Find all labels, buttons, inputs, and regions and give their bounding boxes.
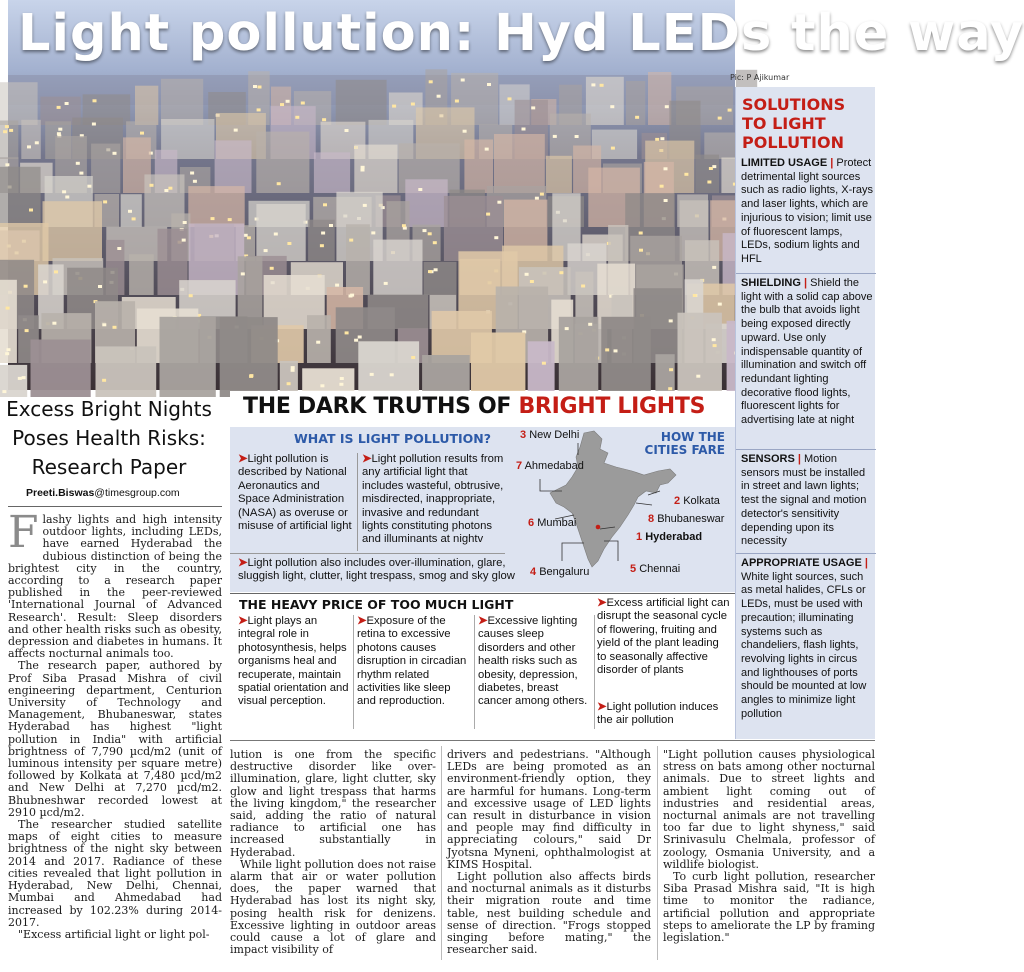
heavy-item — [238, 615, 350, 709]
lit-window — [600, 84, 604, 87]
arrow-icon: ➤ — [238, 557, 248, 569]
solution-limited-usage: LIMITED USAGE | Protect detrimental light sources such as radio lights, X-rays and laser lights, which are injurious to vision; limit use of fluorescent lamps, LEDs, sodium lights and HFL — [741, 157, 874, 265]
column-rule — [441, 746, 442, 960]
lit-window — [323, 203, 327, 206]
building — [528, 341, 555, 397]
lit-window — [461, 79, 465, 82]
column-rule — [657, 746, 658, 960]
article-column-1 — [8, 507, 222, 941]
heavy-item-text: Excess artificial light can disrupt the seasonal cycle of flowering, fruiting and yield of the plant leading to seasonally affective disorder of plants — [597, 597, 730, 677]
divider — [230, 593, 735, 594]
lit-window — [62, 190, 66, 193]
lit-window — [693, 294, 697, 297]
title-red: BRIGHT LIGHTS — [518, 394, 706, 419]
lit-window — [428, 270, 432, 273]
lit-window — [437, 95, 441, 98]
lit-window — [190, 172, 194, 175]
arrow-icon: ➤ — [362, 453, 372, 465]
lit-window — [87, 185, 91, 188]
lit-window — [249, 375, 253, 378]
lit-window — [339, 383, 343, 386]
paragraph: "Excess artificial light or light pol- — [18, 927, 210, 941]
lit-window — [25, 329, 29, 332]
lit-window — [189, 294, 193, 297]
how-title: HOW THE CITIES FARE — [644, 430, 725, 457]
lit-window — [455, 100, 459, 103]
lit-window — [287, 382, 291, 385]
paragraph: "Light pollution causes physiological stress on bats among other nocturnal animals. Due to street lights and ambient light coming out of industries and residential areas, nocturnal animals are not travelling too far due to light shyness," said Srinivasulu Chelmala, professor of zoology, Osmania University, and a wildlife biologist. — [663, 748, 875, 871]
building — [464, 140, 493, 194]
lit-window — [707, 181, 711, 184]
byline-rule — [8, 506, 222, 507]
heavy-item — [597, 701, 731, 728]
lit-window — [350, 294, 354, 297]
building — [405, 179, 447, 227]
lit-window — [286, 100, 290, 103]
lit-window — [58, 128, 62, 131]
arrow-icon: ➤ — [597, 701, 607, 713]
paragraph: While light pollution does not raise alarm that air or water pollution does, the paper warned that Hyderabad has lost its night sky, posing health risk for denizens. Excessive lighting in outdoor areas could cause a lot of glare and impact visibility of — [230, 857, 436, 957]
lit-window — [322, 118, 326, 121]
lit-window — [287, 242, 291, 245]
lit-window — [280, 103, 284, 106]
lit-window — [102, 323, 106, 326]
lit-window — [102, 379, 106, 382]
article-column-2 — [230, 749, 436, 956]
lit-window — [390, 373, 394, 376]
lit-window — [168, 187, 172, 190]
lit-window — [611, 147, 615, 150]
building — [220, 317, 278, 397]
arrow-icon: ➤ — [238, 615, 248, 627]
lit-window — [713, 344, 717, 347]
building — [648, 72, 671, 125]
heavy-title: THE HEAVY PRICE OF TOO MUCH LIGHT — [239, 597, 514, 612]
lit-window — [2, 390, 6, 393]
building — [31, 340, 91, 398]
what-item-text: Light pollution also includes over-illumination, glare, sluggish light, clutter, light trespass, smog and sky glow — [238, 557, 515, 583]
building — [307, 315, 331, 363]
building — [161, 79, 203, 125]
lit-window — [525, 273, 529, 276]
lit-window — [93, 99, 97, 102]
solution-sensors: SENSORS | Motion sensors must be installed in street and lawn lights; test the signal and motion detector's sensitivity depending upon its necessity — [741, 453, 867, 548]
city-label: 3 New Delhi — [520, 429, 580, 441]
lit-window — [301, 102, 305, 105]
lit-window — [696, 375, 700, 378]
heavy-item-text: Excessive lighting causes sleep disorders and other health risks such as obesity, depression, diabetes, breast cancer among others. — [478, 615, 588, 708]
paragraph: Light pollution also affects birds and nocturnal animals as it disturbs their migration route and time table, nest building schedule and sense of direction. "Frogs stopped singing before mating," the researcher said. — [447, 870, 651, 957]
lit-window — [712, 266, 716, 269]
paragraph: The research paper, authored by Prof Siba Prasad Mishra of civil engineering department, Centurion University of Technology and Management, Bhubaneswar, states Hyderabad has highest "light pollution in India" with artificial brightness of 7,790 µcd/m2 (unit of luminous intensity per square metre) followed by Kolkata at 7,480 µcd/m2 and New Delhi at 7,270 µcd/m2. Bhubneshwar recorded lowest at 2910 µcd/m2. — [8, 659, 222, 819]
heavy-item — [478, 615, 592, 709]
divider — [736, 273, 876, 274]
lit-window — [241, 272, 245, 275]
lit-window — [5, 125, 9, 128]
byline-name: Preeti.Biswas — [26, 487, 95, 499]
lit-window — [257, 108, 261, 111]
lit-window — [428, 232, 432, 235]
city-label: 2 Kolkata — [674, 495, 720, 507]
lit-window — [411, 356, 415, 359]
lit-window — [402, 224, 406, 227]
lit-window — [639, 249, 643, 252]
lit-window — [98, 285, 102, 288]
lit-window — [29, 209, 33, 212]
lit-window — [635, 116, 639, 119]
lit-window — [140, 132, 144, 135]
what-title: WHAT IS LIGHT POLLUTION? — [294, 431, 491, 446]
lit-window — [581, 285, 585, 288]
lit-window — [76, 162, 80, 165]
lit-window — [660, 137, 664, 140]
lit-window — [358, 336, 362, 339]
lit-window — [531, 106, 535, 109]
lit-window — [486, 213, 490, 216]
lit-window — [128, 210, 132, 213]
lit-window — [253, 85, 257, 88]
lit-window — [9, 129, 13, 132]
lit-window — [669, 319, 673, 322]
heavy-item-text: Light plays an integral role in photosynthesis, helps organisms heal and recuperate, maintain spatial orientation and visual perception. — [238, 615, 349, 708]
heavy-item-text: Light pollution induces the air pollution — [597, 701, 719, 727]
lit-window — [591, 83, 595, 86]
divider — [736, 449, 876, 450]
lit-window — [553, 135, 557, 138]
solutions-title — [742, 95, 845, 152]
solution-heading: LIMITED USAGE — [741, 157, 828, 169]
dropcap: F — [8, 507, 39, 558]
lit-window — [361, 169, 365, 172]
building — [0, 82, 38, 125]
lit-window — [291, 366, 295, 369]
arrow-icon: ➤ — [597, 597, 607, 609]
lit-window — [52, 322, 56, 325]
divider — [353, 615, 354, 729]
arrow-icon: ➤ — [478, 615, 488, 627]
paragraph: The researcher studied satellite maps of eight cities to measure brightness of the night sky between 2014 and 2017. Radiance of these cities revealed that light pollution in Hyderabad, New Delhi, Chennai, Mumbai and Ahmedabad had increased by 102.23% during 2014-2017. — [8, 818, 222, 929]
lit-window — [423, 229, 427, 232]
title-black: THE DARK TRUTHS OF — [243, 394, 519, 419]
lit-window — [164, 189, 168, 192]
building — [471, 333, 525, 398]
lit-window — [321, 232, 325, 235]
lit-window — [65, 196, 69, 199]
lit-window — [530, 280, 534, 283]
building — [215, 140, 252, 193]
building — [336, 80, 387, 125]
lit-window — [6, 307, 10, 310]
headline: Light pollution: Hyd LEDs the way — [18, 4, 1024, 63]
what-item-text: Light pollution is described by National Aeronautics and Space Administration (NASA) as overuse or misuse of artificial light — [238, 453, 352, 533]
solutions-title-line: POLLUTION — [742, 133, 844, 152]
photo-credit: Pic: P Ajikumar — [730, 73, 790, 82]
lit-window — [291, 369, 295, 372]
building — [256, 204, 305, 261]
lit-window — [361, 166, 365, 169]
lit-window — [434, 268, 438, 271]
lit-window — [559, 271, 563, 274]
lit-window — [605, 348, 609, 351]
building — [0, 121, 18, 160]
lit-window — [247, 236, 251, 239]
building — [494, 134, 545, 193]
heavy-item — [357, 615, 471, 709]
city-label: 7 Ahmedabad — [516, 460, 584, 472]
solutions-title-line: TO LIGHT — [742, 114, 826, 133]
building — [373, 240, 422, 295]
lit-window — [92, 123, 96, 126]
arrow-icon: ➤ — [357, 615, 367, 627]
lit-window — [542, 362, 546, 365]
lit-window — [614, 349, 618, 352]
india-map-icon — [550, 431, 676, 567]
solution-text: Protect detrimental light sources such as radio lights, X-rays and laser lights, which are injurious to vision; limit use of fluorescent lamps, LEDs, sodium lights and HFL — [741, 157, 874, 265]
lit-window — [182, 239, 186, 242]
lit-window — [24, 285, 28, 288]
lit-window — [411, 103, 415, 106]
lit-window — [684, 173, 688, 176]
lit-window — [65, 102, 69, 105]
lit-window — [35, 141, 39, 144]
lit-window — [211, 217, 215, 220]
lit-window — [316, 341, 320, 344]
lit-window — [668, 387, 672, 390]
lit-window — [349, 239, 353, 242]
lit-window — [485, 148, 489, 151]
lit-window — [340, 377, 344, 380]
lit-window — [664, 199, 668, 202]
lit-window — [234, 129, 238, 132]
lit-window — [565, 327, 569, 330]
solution-heading: SENSORS — [741, 453, 795, 465]
lit-window — [193, 180, 197, 183]
lit-window — [418, 188, 422, 191]
lit-window — [320, 244, 324, 247]
building — [601, 317, 651, 397]
city-label: 1 Hyderabad — [636, 531, 703, 543]
lit-window — [463, 130, 467, 133]
lit-window — [669, 368, 673, 371]
what-item-text: Light pollution results from any artificial light that includes wasteful, obtrusive, misdirected, inappropriate, invasive and redundant lights constituting photons and illuminants at nightv — [362, 453, 504, 546]
lit-window — [535, 197, 539, 200]
lit-window — [371, 231, 375, 234]
byline-domain: @timesgroup.com — [94, 487, 180, 499]
lit-window — [103, 200, 107, 203]
lit-window — [522, 128, 526, 131]
lit-window — [18, 377, 22, 380]
paragraph: To curb light pollution, researcher Siba Prasad Mishra said, "It is high time to monitor the radiance, artificial pollution and appropriate steps to ameliorate the LP by framing legislation." — [663, 870, 875, 945]
solution-appropriate-usage: APPROPRIATE USAGE | White light sources, such as metal halides, CFLs or LEDs, must be used with precaution; illuminating systems such as chandeliers, flash lights, revolving lights in circus and lighthouses of ports should be mounted at low angles to minimize light pollution — [741, 557, 868, 720]
city-label: 5 Chennai — [630, 563, 681, 575]
infographic — [230, 391, 735, 739]
solution-text: Shield the light with a solid cap above the bulb that avoids light being exposed directly upward. Use only indispensable quantity of illumination and switch off redundant lighting decorative flood lights, fluorescent lights for advertising late at night — [741, 277, 873, 427]
lit-window — [7, 348, 11, 351]
lit-window — [655, 138, 659, 141]
divider — [474, 615, 475, 729]
city-label: 6 Mumbai — [528, 517, 577, 529]
solutions-title-line: SOLUTIONS — [742, 95, 846, 114]
building — [43, 201, 103, 261]
infographic-title — [243, 394, 705, 419]
lit-window — [54, 270, 58, 273]
lit-window — [575, 135, 579, 138]
hyderabad-marker — [596, 525, 601, 530]
lit-window — [264, 249, 268, 252]
lit-window — [392, 105, 396, 108]
lit-window — [320, 384, 324, 387]
lit-window — [5, 163, 9, 166]
building — [546, 156, 572, 193]
building — [91, 144, 120, 193]
lit-window — [345, 331, 349, 334]
lit-window — [728, 109, 732, 112]
paragraph: lashy lights and high intensity outdoor lights, including LEDs, have earned Hyderabad the dubious distinction of being the brightest city in the country, according to a research paper published in the peer-reviewed 'International Journal of Advanced Research'. Result: Sleep disorders and other health risks such as obesity, depression and diabetes in humans. It affects nocturnal animals too. — [8, 513, 222, 661]
lit-window — [487, 83, 491, 86]
solution-text: Motion sensors must be installed in street and lawn lights; test the signal and motion detector's sensitivity depending upon its necessity — [741, 453, 867, 548]
solution-shielding: SHIELDING | Shield the light with a solid cap above the bulb that avoids light being exposed directly upward. Use only indispensable quantity of illumination and switch off redundant lighting decorative flood lights, fluorescent lights for advertising late at night — [741, 277, 873, 427]
building — [314, 152, 350, 193]
lit-window — [540, 193, 544, 196]
article-subhead: Excess Bright Nights Poses Health Risks: Research Paper — [6, 397, 212, 479]
lit-window — [117, 247, 121, 250]
lit-window — [22, 376, 26, 379]
lit-window — [329, 224, 333, 227]
lit-window — [113, 152, 117, 155]
lit-window — [508, 97, 512, 100]
divider — [230, 740, 875, 741]
lit-window — [354, 339, 358, 342]
building — [96, 346, 157, 397]
lit-window — [274, 233, 278, 236]
lit-window — [665, 105, 669, 108]
building — [256, 132, 309, 193]
lit-window — [5, 352, 9, 355]
lit-window — [113, 326, 117, 329]
divider — [594, 615, 595, 729]
lit-window — [335, 284, 339, 287]
lit-window — [384, 282, 388, 285]
lit-window — [639, 232, 643, 235]
arrow-icon: ➤ — [238, 453, 248, 465]
lit-window — [429, 80, 433, 83]
building — [424, 262, 457, 295]
article-column-3 — [447, 749, 651, 956]
lit-window — [433, 241, 437, 244]
lit-window — [43, 280, 47, 283]
lit-window — [709, 167, 713, 170]
lit-window — [150, 184, 154, 187]
building — [188, 186, 244, 227]
building — [21, 120, 41, 159]
city-label: 8 Bhubaneswar — [648, 513, 725, 525]
lit-window — [3, 130, 7, 133]
building — [695, 155, 719, 193]
lit-window — [363, 204, 367, 207]
building — [358, 341, 419, 397]
lit-window — [258, 86, 262, 89]
lit-window — [712, 338, 716, 341]
lit-window — [718, 117, 722, 120]
lit-window — [57, 106, 61, 109]
solution-text: White light sources, such as metal halides, CFLs or LEDs, must be used with precaution; illuminating systems such as chandeliers, flash lights, revolving lights in circus and lighthouses of ports should be mounted at low angles to minimize light pollution — [741, 570, 867, 720]
lit-window — [277, 182, 281, 185]
lit-window — [610, 105, 614, 108]
building — [346, 224, 370, 295]
article-column-4 — [663, 749, 875, 944]
city-label: 4 Bengaluru — [530, 566, 590, 578]
lit-window — [497, 201, 501, 204]
lit-window — [660, 185, 664, 188]
building — [135, 86, 158, 125]
lit-window — [132, 217, 136, 220]
lit-window — [718, 303, 722, 306]
byline — [26, 487, 180, 499]
lit-window — [664, 167, 668, 170]
lit-window — [228, 218, 232, 221]
heavy-item-text: Exposure of the retina to excessive photons causes disruption in circadian rhythm related activities like sleep and reproduction. — [357, 615, 467, 708]
building — [160, 317, 216, 397]
solutions-sidebar — [735, 87, 875, 739]
lit-window — [295, 116, 299, 119]
lit-window — [494, 236, 498, 239]
paragraph: drivers and pedestrians. "Although LEDs are being promoted as an environment-friendly option, they are harmful for humans. Long-term and excessive usage of LED lights can result in disturbance in vision and people may find difficulty in appreciating colours," said Dr Jyotsna Myneni, ophthalmologist at KIMS Hospital. — [447, 748, 651, 871]
building — [678, 313, 722, 397]
building — [444, 196, 503, 261]
lit-window — [345, 129, 349, 132]
solution-heading: APPROPRIATE USAGE — [741, 557, 862, 569]
lit-window — [270, 267, 274, 270]
lit-window — [27, 145, 31, 148]
divider — [230, 553, 505, 554]
lit-window — [79, 172, 83, 175]
paragraph: lution is one from the specific destructive disorder like over-illumination, glare, light clutter, sky glow and light trespass that harms the living kingdom," the researcher said, adding the ratio of natural radiance to artificial one has increased substantially in Hyderabad. — [230, 748, 436, 859]
heavy-item — [597, 597, 731, 677]
divider — [736, 553, 876, 554]
solution-heading: SHIELDING — [741, 277, 801, 289]
lit-window — [370, 373, 374, 376]
building — [0, 167, 41, 227]
lit-window — [588, 323, 592, 326]
what-item — [238, 453, 354, 533]
divider — [357, 453, 358, 551]
lit-window — [183, 221, 187, 224]
building — [129, 254, 154, 295]
